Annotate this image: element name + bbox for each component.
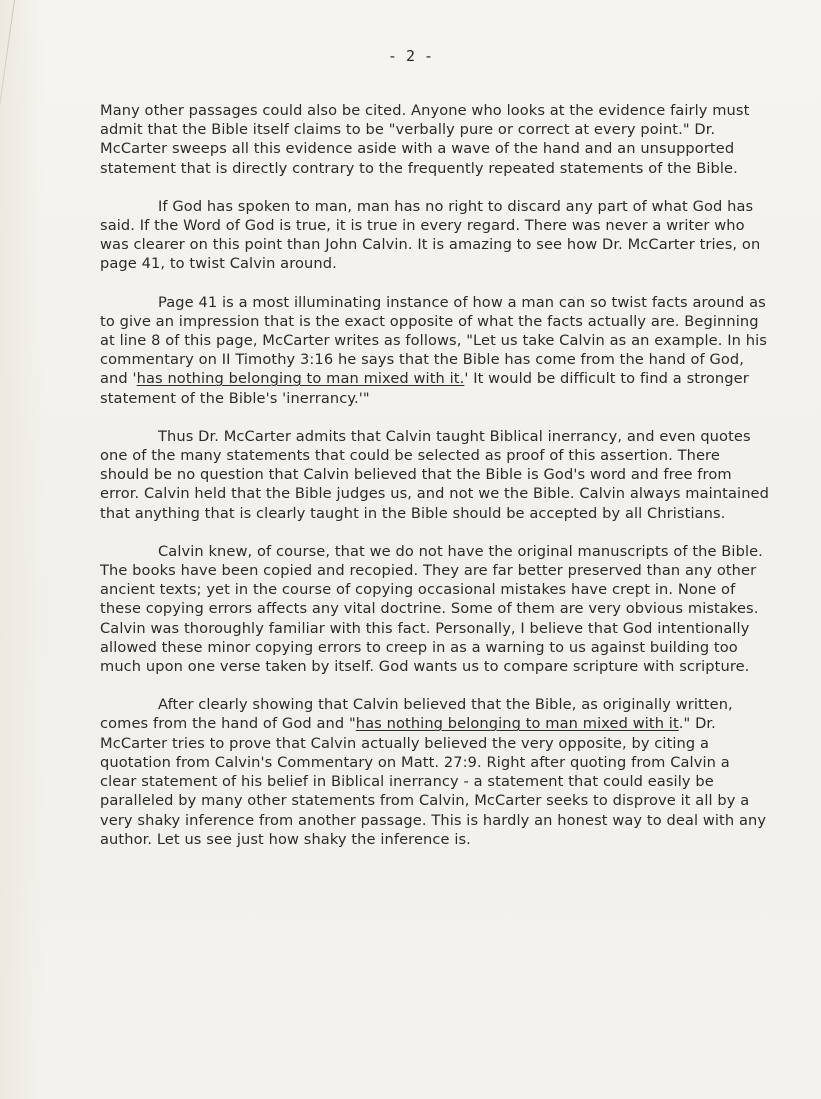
paragraph-text: Calvin knew, of course, that we do not have the original manuscripts of the Bible. The books have been copied and recopied. They are far better preserved than any other ancient texts; yet in the course of copying occasional mistakes have crept in. None of these copying errors affects any vital doctrine. Some of them are very obvious mistakes. Calvin was thoroughly familiar with this fact. Personally, I believe that God intentionally allowed these minor copying errors to creep in as a warning to us against building too much upon one verse taken by itself. God wants us to compare scripture with scripture. (100, 542, 763, 676)
paragraph-1 (100, 101, 770, 178)
paragraph-text: After clearly showing that Calvin believed that the Bible, as originally written, comes from the hand of God and " (100, 696, 733, 733)
paragraph-text: Many other passages could also be cited. Anyone who looks at the evidence fairly must admit that the Bible itself claims to be "verbally pure or correct at every point." Dr. McCarter sweeps all this evidence aside with a wave of the hand and an unsupported statement that is directly contrary to the frequently repeated statements of the Bible. (100, 102, 750, 177)
paragraph-6 (100, 695, 770, 849)
document-body (100, 101, 770, 868)
page-number: - 2 - (387, 47, 434, 65)
page-shadow-edge (0, 0, 44, 1099)
paragraph-text: Page 41 is a most illuminating instance of how a man can so twist facts around as to give an impression that is the exact opposite of what the facts actually are. Beginning at line 8 of this page, McCarter writes as follows, "Let us take Calvin as an example. In his commentary on II Timothy 3:16 he says that the Bible has come from the hand of God, and ' (100, 293, 767, 388)
paragraph-text: ' It would be difficult to find a stronger statement of the Bible's 'inerrancy.'" (100, 370, 749, 407)
paragraph-5 (100, 542, 770, 676)
paragraph-3 (100, 293, 770, 408)
paragraph-text: ." Dr. McCarter tries to prove that Calvin actually believed the very opposite, by citing a quotation from Calvin's Commentary on Matt. 27:9. Right after quoting from Calvin a clear statement of his belief in Biblical inerrancy - a statement that could easily be paralleled by many other statements from Calvin, McCarter seeks to disprove it all by a very shaky inference from another passage. This is hardly an honest way to deal with any author. Let us see just how shaky the inference is. (100, 715, 767, 848)
paragraph-2 (100, 197, 770, 274)
underlined-quote: has nothing belonging to man mixed with it. (136, 370, 465, 388)
paragraph-4 (100, 427, 770, 523)
underlined-quote: has nothing belonging to man mixed with it (355, 715, 679, 733)
paragraph-text: If God has spoken to man, man has no right to discard any part of what God has said. If the Word of God is true, it is true in every regard. There was never a writer who was clearer on this point than John Calvin. It is amazing to see how Dr. McCarter tries, on page 41, to twist Calvin around. (100, 197, 761, 273)
paragraph-text: Thus Dr. McCarter admits that Calvin taught Biblical inerrancy, and even quotes one of the many statements that could be selected as proof of this assertion. There should be no question that Calvin believed that the Bible is God's word and free from error. Calvin held that the Bible judges us, and not we the Bible. Calvin always maintained that anything that is clearly taught in the Bible should be accepted by all Christians. (100, 427, 769, 522)
